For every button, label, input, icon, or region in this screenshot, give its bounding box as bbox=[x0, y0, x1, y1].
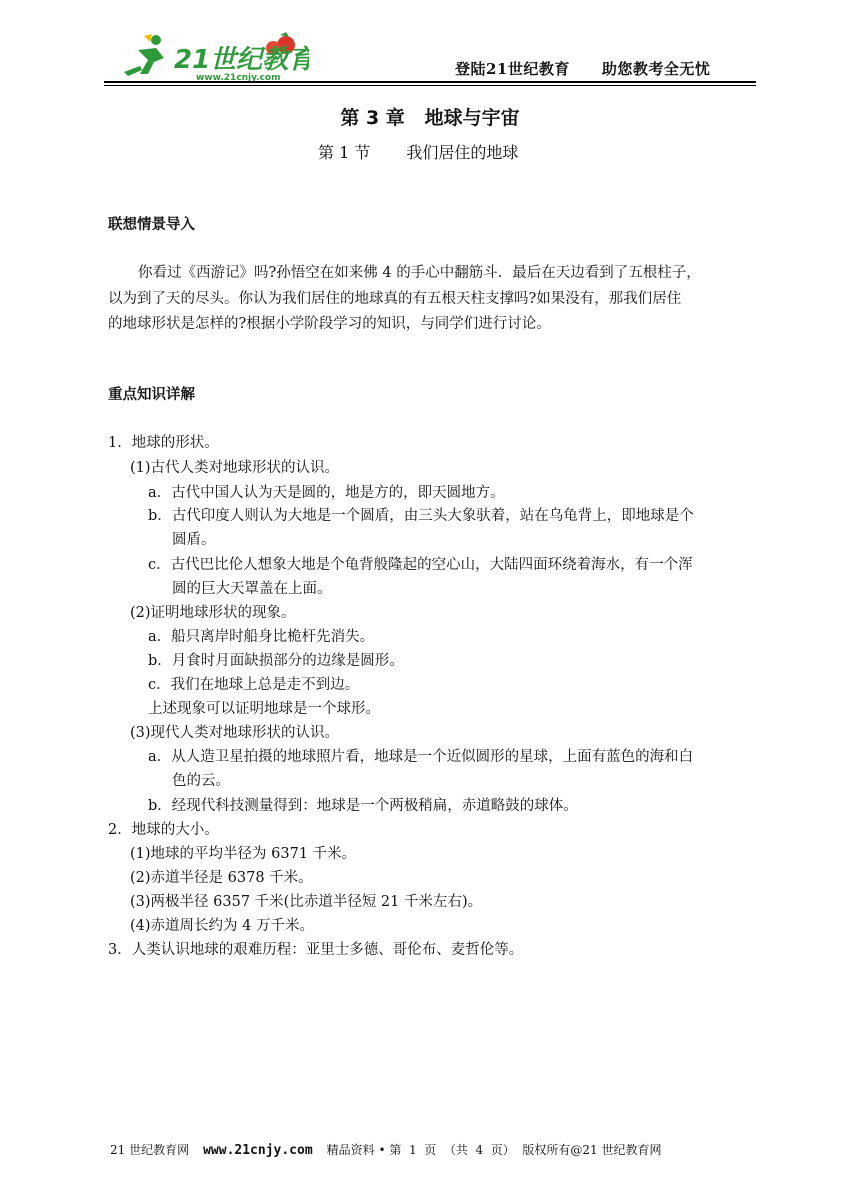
point-line: b．月食时月面缺损部分的边缘是圆形。 bbox=[148, 653, 404, 669]
point-line: (3)两极半径 6357 千米(比赤道半径短 21 千米左右)。 bbox=[130, 894, 483, 910]
intro-line: 的地球形状是怎样的?根据小学阶段学习的知识，与同学们进行讨论。 bbox=[108, 316, 551, 332]
point-line: (2)赤道半径是 6378 千米。 bbox=[130, 870, 313, 886]
section-name: 我们居住的地球 bbox=[406, 143, 519, 162]
point-line: b．经现代科技测量得到：地球是一个两极稍扁，赤道略鼓的球体。 bbox=[148, 798, 578, 814]
footer-left: 21 世纪教育网 bbox=[110, 1143, 190, 1157]
section-title bbox=[318, 140, 518, 163]
point-line: a．船只离岸时船身比桅杆先消失。 bbox=[148, 629, 375, 645]
point-line: 上述现象可以证明地球是一个球形。 bbox=[148, 701, 380, 717]
slogan-right: 助您教考全无忧 bbox=[601, 60, 711, 78]
point-line: a．从人造卫星拍摄的地球照片看，地球是一个近似圆形的星球，上面有蓝色的海和白 bbox=[148, 749, 694, 765]
section-number: 第 1 节 bbox=[318, 143, 371, 162]
point-line: 3．人类认识地球的艰难历程：亚里士多德、哥伦布、麦哲伦等。 bbox=[108, 942, 524, 958]
runner-icon bbox=[124, 34, 164, 76]
point-line: 圆盾。 bbox=[172, 532, 216, 548]
intro-line: 你看过《西游记》吗?孙悟空在如来佛 4 的手心中翻筋斗．最后在天边看到了五根柱子， bbox=[138, 265, 701, 281]
point-line: 2．地球的大小。 bbox=[108, 822, 219, 838]
footer-site-link[interactable]: www.21cnjy.com bbox=[203, 1143, 313, 1158]
logo-url: www.21cnjy.com bbox=[196, 73, 281, 82]
header-rule-thin bbox=[104, 85, 756, 86]
point-line: 圆的巨大天罩盖在上面。 bbox=[172, 581, 332, 597]
footer-right: 精品资料 • 第 1 页 （共 4 页） 版权所有@21 世纪教育网 bbox=[326, 1143, 662, 1157]
header-rule bbox=[104, 81, 756, 83]
point-line: (3)现代人类对地球形状的认识。 bbox=[130, 725, 340, 741]
header-slogans bbox=[455, 58, 710, 79]
point-line: c．古代巴比伦人想象大地是个龟背般隆起的空心山，大陆四面环绕着海水，有一个浑 bbox=[148, 557, 693, 573]
site-logo bbox=[104, 28, 309, 82]
point-line: (2)证明地球形状的现象。 bbox=[130, 605, 296, 621]
point-line: (1)地球的平均半径为 6371 千米。 bbox=[130, 846, 357, 862]
point-line: (4)赤道周长约为 4 万千米。 bbox=[130, 918, 314, 934]
point-line: 1．地球的形状。 bbox=[108, 435, 219, 451]
point-line: c．我们在地球上总是走不到边。 bbox=[148, 677, 360, 693]
key-points-heading: 重点知识详解 bbox=[108, 387, 195, 403]
intro-line: 以为到了天的尽头。你认为我们居住的地球真的有五根天柱支撑吗?如果没有，那我们居住 bbox=[108, 291, 682, 307]
point-line: b．古代印度人则认为大地是一个圆盾，由三头大象驮着，站在乌龟背上，即地球是个 bbox=[148, 508, 694, 524]
point-line: a．古代中国人认为天是圆的，地是方的，即天圆地方。 bbox=[148, 485, 505, 501]
intro-heading: 联想情景导入 bbox=[108, 217, 195, 233]
slogan-left: 登陆21世纪教育 bbox=[455, 60, 570, 78]
chapter-title: 第 3 章 地球与宇宙 bbox=[340, 107, 520, 129]
point-line: (1)古代人类对地球形状的认识。 bbox=[130, 460, 340, 476]
point-line: 色的云。 bbox=[172, 773, 230, 789]
page-footer bbox=[110, 1141, 662, 1158]
logo-text: 21世纪教育 bbox=[174, 45, 309, 75]
